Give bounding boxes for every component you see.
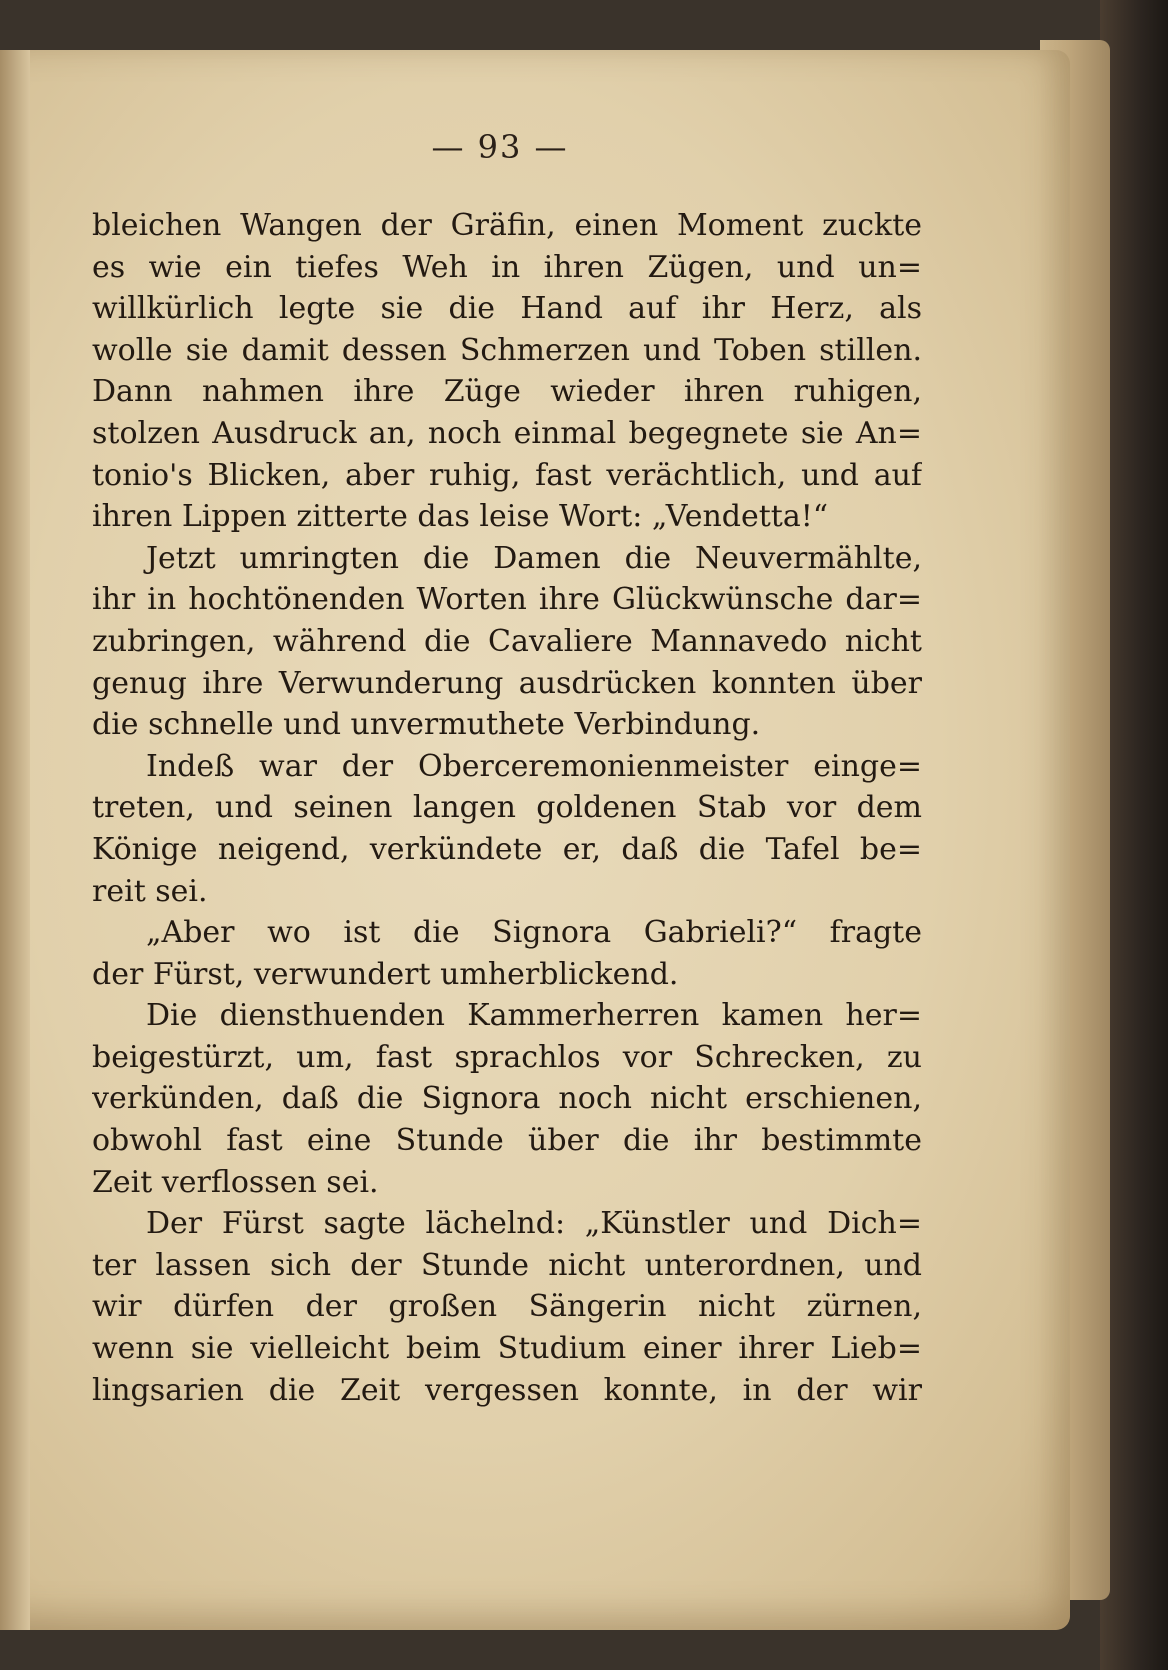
page-text bbox=[92, 205, 922, 1411]
text-line: der Fürst, verwundert umherblickend. bbox=[92, 956, 679, 992]
text-line: beigestürzt, um, fast sprachlos vor Schrecken, zu bbox=[92, 1039, 922, 1075]
text-line: Dann nahmen ihre Züge wieder ihren ruhigen, bbox=[92, 374, 922, 410]
text-line: wolle sie damit dessen Schmerzen und Toben stillen. bbox=[92, 332, 922, 368]
text-line: reit sei. bbox=[92, 873, 208, 909]
text-line: wenn sie vielleicht beim Studium einer ihrer Lieb= bbox=[92, 1331, 922, 1367]
text-line: Zeit verflossen sei. bbox=[92, 1164, 379, 1200]
text-line: die schnelle und unvermuthete Verbindung. bbox=[92, 707, 761, 743]
text-line: Die diensthuenden Kammerherren kamen her= bbox=[146, 998, 922, 1034]
page-gutter bbox=[0, 50, 30, 1630]
text-line: wir dürfen der großen Sängerin nicht zürnen, bbox=[92, 1289, 922, 1325]
text-line: ter lassen sich der Stunde nicht unterordnen, und bbox=[92, 1247, 922, 1283]
text-line: ihr in hochtönenden Worten ihre Glückwünsche dar= bbox=[92, 582, 922, 618]
text-line: ihren Lippen zitterte das leise Wort: „Vendetta!“ bbox=[92, 499, 829, 535]
text-line: obwohl fast eine Stunde über die ihr bestimmte bbox=[92, 1123, 922, 1159]
text-line: lingsarien die Zeit vergessen konnte, in der wir bbox=[92, 1372, 922, 1408]
book-cover-edge bbox=[1100, 0, 1168, 1670]
text-line: Indeß war der Oberceremonienmeister einge= bbox=[146, 748, 922, 784]
text-line: genug ihre Verwunderung ausdrücken konnten über bbox=[92, 665, 922, 701]
text-line: Könige neigend, verkündete er, daß die Tafel be= bbox=[92, 831, 922, 867]
page-number: — 93 — bbox=[431, 128, 569, 166]
text-line: „Aber wo ist die Signora Gabrieli?“ fragte bbox=[146, 915, 922, 951]
text-line: willkürlich legte sie die Hand auf ihr Herz, als bbox=[92, 291, 922, 327]
text-line: Jetzt umringten die Damen die Neuvermählte, bbox=[146, 540, 922, 576]
text-line: verkünden, daß die Signora noch nicht erschienen, bbox=[92, 1081, 922, 1117]
text-line: bleichen Wangen der Gräfin, einen Moment zuckte bbox=[92, 208, 922, 243]
text-line: stolzen Ausdruck an, noch einmal begegnete sie An= bbox=[92, 415, 922, 451]
text-line: es wie ein tiefes Weh in ihren Zügen, und un= bbox=[92, 249, 922, 285]
text-line: treten, und seinen langen goldenen Stab vor dem bbox=[92, 790, 922, 826]
text-line: tonio's Blicken, aber ruhig, fast verächtlich, und auf bbox=[92, 457, 922, 493]
text-line: Der Fürst sagte lächelnd: „Künstler und Dich= bbox=[146, 1206, 922, 1242]
text-line: zubringen, während die Cavaliere Mannavedo nicht bbox=[92, 623, 922, 659]
